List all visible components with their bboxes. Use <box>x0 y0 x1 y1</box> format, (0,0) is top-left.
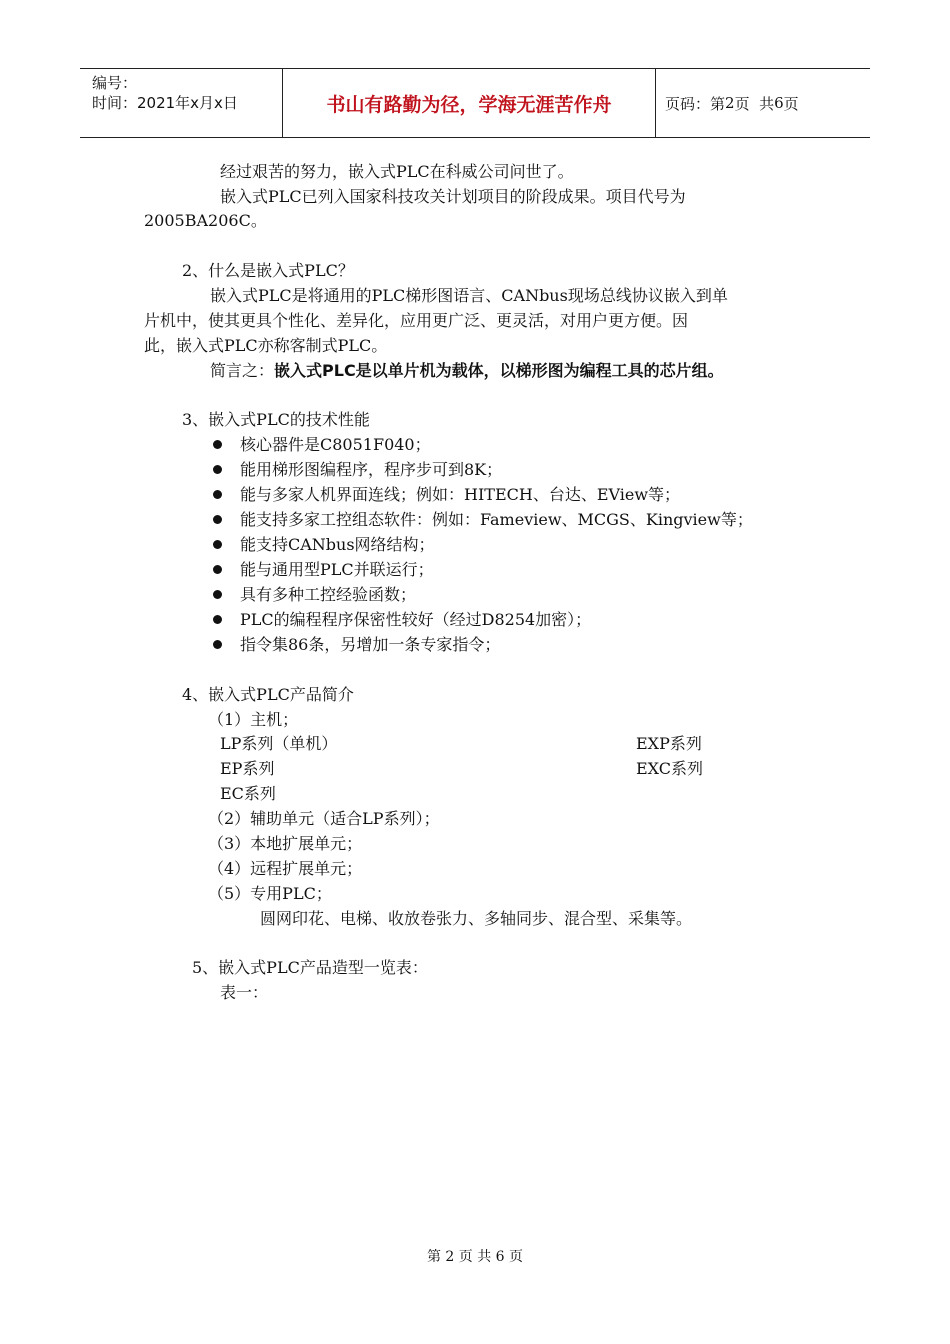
summary-prefix: 简言之： <box>210 361 275 380</box>
bullet-icon <box>213 440 222 449</box>
series-ep: EP系列 <box>220 759 275 778</box>
bullet-item: 指令集86条，另增加一条专家指令； <box>240 635 501 654</box>
bullet-icon <box>213 640 222 649</box>
bullet-icon <box>213 540 222 549</box>
series-exp: EXP系列 <box>636 734 702 753</box>
header-meta <box>92 73 282 113</box>
section5-heading: 5、嵌入式PLC产品造型一览表： <box>192 958 428 977</box>
bullet-item: 能与通用型PLC并联运行； <box>240 560 434 579</box>
section2-para-line-1: 嵌入式PLC是将通用的PLC梯形图语言、CANbus现场总线协议嵌入到单 <box>210 286 728 305</box>
bullet-item: 核心器件是C8051F040； <box>240 435 431 454</box>
bullet-icon <box>213 465 222 474</box>
summary-bold: 嵌入式PLC是以单片机为载体，以梯形图为编程工具的芯片组。 <box>274 361 724 380</box>
header-page-info <box>665 69 799 137</box>
section4-aux: （2）辅助单元（适合LP系列）； <box>208 809 440 828</box>
page-header <box>80 68 870 138</box>
header-page-num: 2 <box>725 94 735 112</box>
section2-para-line-2: 片机中，使其更具个性化、差异化，应用更广泛、更灵活，对用户更方便。因 <box>144 311 689 330</box>
bullet-item: 能用梯形图编程序，程序步可到8K； <box>240 460 503 479</box>
bullet-icon <box>213 565 222 574</box>
intro-line-2: 嵌入式PLC已列入国家科技攻关计划项目的阶段成果。项目代号为 <box>220 187 686 206</box>
header-divider <box>655 69 656 137</box>
footer-prefix: 第 <box>426 1249 446 1265</box>
section4-special-apps: 圆网印花、电梯、收放卷张力、多轴同步、混合型、采集等。 <box>260 909 693 928</box>
bullet-item: 能与多家人机界面连线；例如：HITECH、台达、EView等； <box>240 485 681 504</box>
footer-suffix: 页 <box>504 1249 524 1265</box>
bullet-item: 能支持CANbus网络结构； <box>240 535 435 554</box>
series-exc: EXC系列 <box>636 759 704 778</box>
bullet-item: PLC的编程程序保密性较好（经过D8254加密）； <box>240 610 592 629</box>
intro-line-1: 经过艰苦的努力，嵌入式PLC在科威公司问世了。 <box>220 162 574 181</box>
header-number-label: 编号： <box>92 74 138 92</box>
bullet-icon <box>213 490 222 499</box>
intro-line-3: 2005BA206C。 <box>144 211 267 230</box>
header-motto: 书山有路勤为径，学海无涯苦作舟 <box>326 93 612 116</box>
bullet-item: 具有多种工控经验函数； <box>240 585 417 604</box>
section5-table-label: 表一： <box>220 983 269 1002</box>
section4-special: （5）专用PLC； <box>208 884 332 903</box>
section3-heading: 3、嵌入式PLC的技术性能 <box>182 410 370 429</box>
header-page-mid: 页 共 <box>734 94 775 113</box>
section4-remote: （4）远程扩展单元； <box>208 859 363 878</box>
header-time-label: 时间：2021年x月x日 <box>92 94 238 112</box>
section2-heading: 2、什么是嵌入式PLC？ <box>182 261 354 280</box>
header-page-suffix: 页 <box>783 94 799 113</box>
header-page-prefix: 页码：第 <box>665 94 726 113</box>
page-footer <box>0 1246 950 1266</box>
bullet-icon <box>213 590 222 599</box>
section4-local: （3）本地扩展单元； <box>208 834 363 853</box>
section2-para-line-3: 此，嵌入式PLC亦称客制式PLC。 <box>144 336 388 355</box>
bullet-icon <box>213 615 222 624</box>
series-ec: EC系列 <box>220 784 276 803</box>
footer-mid: 页 共 <box>454 1249 496 1265</box>
section4-host-label: （1）主机； <box>208 710 299 729</box>
section2-summary <box>210 359 724 383</box>
header-page-total: 6 <box>774 94 784 112</box>
footer-total: 6 <box>495 1249 505 1265</box>
bullet-icon <box>213 515 222 524</box>
series-lp: LP系列（单机） <box>220 734 338 753</box>
bullet-item: 能支持多家工控组态软件：例如：Fameview、MCGS、Kingview等； <box>240 510 753 529</box>
section4-heading: 4、嵌入式PLC产品简介 <box>182 685 354 704</box>
footer-page: 2 <box>445 1249 455 1265</box>
